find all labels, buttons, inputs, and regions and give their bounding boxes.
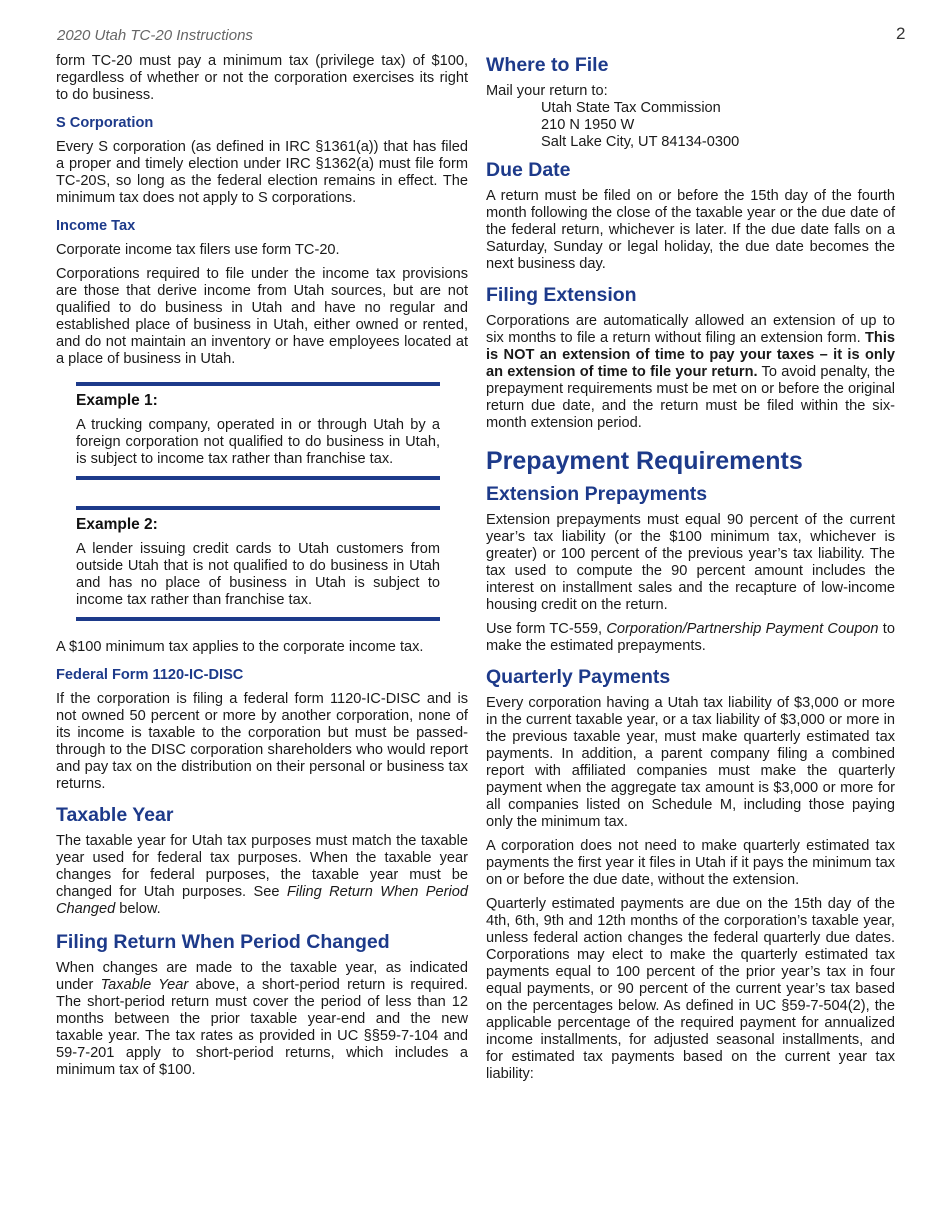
s-corporation-paragraph: Every S corporation (as defined in IRC §1361(a)) that has filed a proper and timely election under IRC §1362(a) must file form TC-20S, so long as the federal election remains in effect. The minimum tax does not apply to S corporations. (56, 139, 468, 206)
address-line: Salt Lake City, UT 84134-0300 (541, 134, 740, 150)
income-tax-paragraph-1: Corporate income tax filers use form TC-20. (56, 242, 340, 258)
s-corporation-heading: S Corporation (56, 115, 154, 131)
period-changed-heading: Filing Return When Period Changed (56, 931, 390, 953)
payment-coupon-paragraph: Use form TC-559, Corporation/Partnership Payment Coupon to make the estimated prepayments. (486, 621, 895, 654)
taxable-year-heading: Taxable Year (56, 804, 174, 826)
where-to-file-heading: Where to File (486, 54, 609, 76)
due-date-heading: Due Date (486, 159, 571, 181)
example-1-title: Example 1: (76, 392, 158, 409)
filing-extension-heading: Filing Extension (486, 284, 637, 306)
period-changed-paragraph: When changes are made to the taxable year, as indicated under Taxable Year above, a short-period return is required. The short-period return must cover the period of less than 12 months between the prior taxable year-end and the new taxable year. The tax rates as provided in UC §§59-7-104 and 59-7-201 apply to short-period returns, which includes a minimum tax of $100. (56, 960, 468, 1078)
intro-paragraph: form TC-20 must pay a minimum tax (privilege tax) of $100, regardless of whether or not the corporation exercises its right to do business. (56, 53, 468, 103)
left-column (56, 53, 468, 1086)
quarterly-paragraph-1: Every corporation having a Utah tax liability of $3,000 or more in the current taxable year, or a tax liability of $3,000 or more in the previous taxable year, must make quarterly estimated tax payments. In addition, a parent company filing a combined report with affiliated companies must make the quarterly payment when the aggregate tax amount is $3,000 or more for all companies listed on Schedule M, including those paying only the minimum tax. (486, 695, 895, 830)
minimum-tax-paragraph: A $100 minimum tax applies to the corporate income tax. (56, 639, 424, 655)
address-line: 210 N 1950 W (541, 117, 635, 133)
example-1-box (76, 382, 440, 480)
example-2-text: A lender issuing credit cards to Utah customers from outside Utah that is not qualified to do business in Utah and has no place of business in Utah is subject to income tax rather than franchise tax. (76, 541, 440, 608)
due-date-paragraph: A return must be filed on or before the 15th day of the fourth month following the close of the taxable year or the due date of the federal return, whichever is later. If the due date falls on a Saturday, Sunday or legal holiday, the due date becomes the next business day. (486, 188, 895, 272)
filing-extension-paragraph: Corporations are automatically allowed an extension of up to six months to file a return without filing an extension form. This is NOT an extension of time to pay your taxes – it is only an extension of time to file your return. To avoid penalty, the prepayment requirements must be met on or before the original return due date, and the return must be filed within the six-month extension period. (486, 313, 895, 431)
prepayment-requirements-heading: Prepayment Requirements (486, 447, 803, 475)
taxable-year-paragraph: The taxable year for Utah tax purposes must match the taxable year used for federal tax purposes. When the taxable year changes for federal purposes, the taxable year must be changed for Utah purposes. See Filing Return When Period Changed below. (56, 833, 468, 917)
income-tax-paragraph-2: Corporations required to file under the income tax provisions are those that derive income from Utah sources, but are not qualified to do business in Utah and have no regular and established place of business in Utah, either owned or rented, and do not maintain an inventory or have employees located at a place of business in Utah. (56, 266, 468, 367)
right-column (486, 53, 895, 1090)
extension-prepayments-heading: Extension Prepayments (486, 483, 708, 505)
quarterly-payments-heading: Quarterly Payments (486, 666, 671, 688)
example-2-title: Example 2: (76, 516, 158, 533)
document-title: 2020 Utah TC-20 Instructions (57, 27, 253, 44)
example-1-text: A trucking company, operated in or through Utah by a foreign corporation not qualified to do business in Utah, is subject to income tax rather than franchise tax. (76, 417, 440, 467)
where-to-file-intro: Mail your return to: (486, 83, 608, 99)
mailing-address (486, 100, 895, 151)
disc-paragraph: If the corporation is filing a federal form 1120-IC-DISC and is not owned 50 percent or more by another corporation, none of its income is taxable to the corporation but must be passed-through to the DISC corporation shareholders who would report and pay tax on the distribution on their personal or business tax returns. (56, 691, 468, 792)
quarterly-paragraph-3: Quarterly estimated payments are due on the 15th day of the 4th, 6th, 9th and 12th months of the corporation’s taxable year, unless federal action changes the federal quarterly due dates. Corporations may elect to make the quarterly estimated tax payments equal to 100 percent of the prior year’s tax in four equal payments, or 90 percent of the current year’s tax based on the percentages below. As defined in UC §59-7-504(2), the applicable percentage of the required payment for annualized income installments, for adjusted seasonal installments, and for estimated tax payments based on the current year tax liability: (486, 896, 895, 1082)
quarterly-paragraph-2: A corporation does not need to make quarterly estimated tax payments the first year it files in Utah if it pays the minimum tax on or before the due date, without the extension. (486, 838, 895, 888)
income-tax-heading: Income Tax (56, 218, 136, 234)
page-number: 2 (896, 24, 906, 43)
example-2-box (76, 506, 440, 621)
address-line: Utah State Tax Commission (541, 100, 721, 116)
disc-heading: Federal Form 1120-IC-DISC (56, 667, 244, 683)
extension-prepayments-paragraph: Extension prepayments must equal 90 percent of the current year’s tax liability (or the $100 minimum tax, whichever is greater) or 100 percent of the previous year’s tax liability. The tax used to compute the 90 percent amount includes the interest on installment sales and the recapture of low-income housing credit on the return. (486, 512, 895, 613)
